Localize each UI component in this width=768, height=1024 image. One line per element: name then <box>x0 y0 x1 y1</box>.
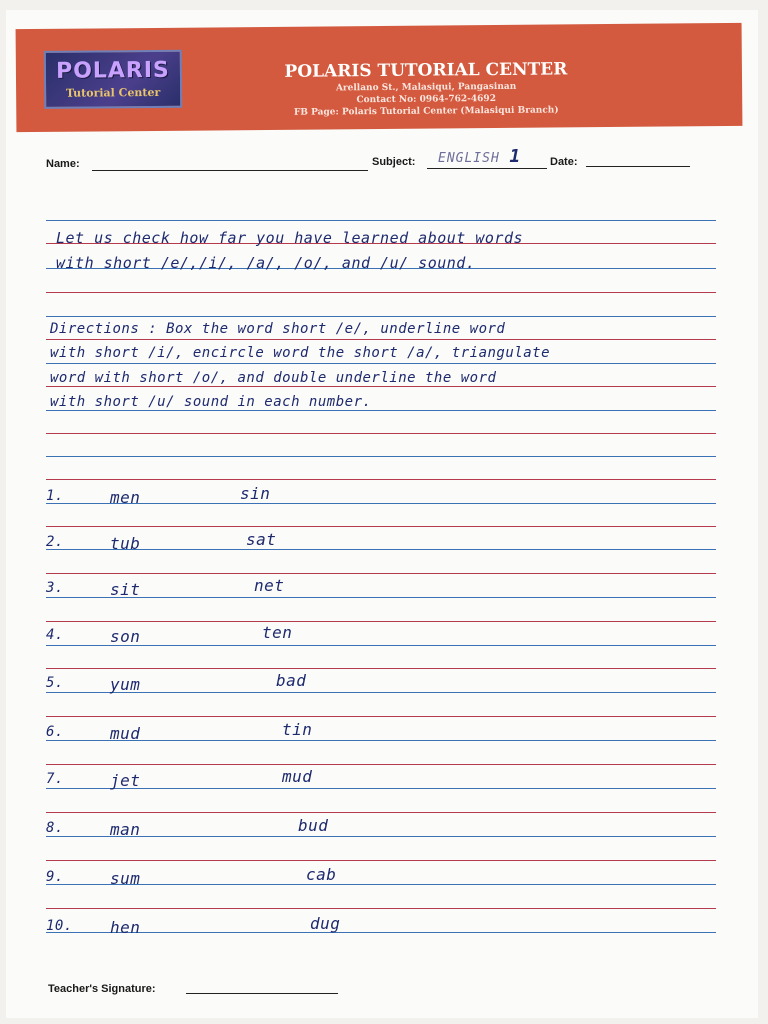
item-word-1: son <box>110 627 141 646</box>
ruled-line <box>46 621 716 622</box>
item-word-1: mud <box>110 724 141 743</box>
center-address: Arellano St., Malasiqui, Pangasinan <box>335 81 517 94</box>
ruled-line <box>46 932 716 933</box>
ruled-line <box>46 645 716 646</box>
logo-line2: Tutorial Center <box>65 85 161 100</box>
item-number: 6. <box>46 724 64 740</box>
ruled-line <box>46 316 716 317</box>
intro-line: with short /e/,/i/, /a/, /o/, and /u/ sound. <box>56 254 476 272</box>
item-number: 8. <box>46 820 64 836</box>
item-word-1: man <box>110 820 141 839</box>
item-number: 5. <box>46 675 64 691</box>
name-field-line[interactable] <box>92 170 368 171</box>
ruled-line <box>46 692 716 693</box>
ruled-line <box>46 836 716 837</box>
ruled-line <box>46 386 716 387</box>
item-number: 9. <box>46 869 64 885</box>
subject-field-line[interactable] <box>427 168 547 169</box>
item-word-2: tin <box>282 720 313 739</box>
ruled-line <box>46 812 716 813</box>
subject-value <box>438 146 521 167</box>
item-word-2: sin <box>240 484 271 503</box>
item-word-2: bud <box>298 816 329 835</box>
directions-line: word with short /o/, and double underline the word <box>50 370 497 386</box>
ruled-line <box>46 503 716 504</box>
signature-field-line[interactable] <box>186 993 338 994</box>
ruled-line <box>46 860 716 861</box>
date-label: Date: <box>550 156 578 168</box>
item-word-1: jet <box>110 771 141 790</box>
item-word-2: sat <box>246 530 277 549</box>
ruled-line <box>46 788 716 789</box>
ruled-line <box>46 479 716 480</box>
ruled-line <box>46 716 716 717</box>
center-fb-page: FB Page: Polaris Tutorial Center (Malasiqui Branch) <box>293 105 559 118</box>
ruled-line <box>46 908 716 909</box>
item-word-1: men <box>110 488 141 507</box>
item-number: 7. <box>46 771 64 787</box>
item-word-2: dug <box>310 914 341 933</box>
item-word-1: yum <box>110 675 141 694</box>
ruled-line <box>46 884 716 885</box>
ruled-line <box>46 740 716 741</box>
item-word-1: tub <box>110 534 141 553</box>
ruled-line <box>46 433 716 434</box>
ruled-line <box>46 549 716 550</box>
ruled-line <box>46 292 716 293</box>
item-number: 2. <box>46 534 64 550</box>
item-number: 3. <box>46 580 64 596</box>
item-number: 4. <box>46 627 64 643</box>
item-word-1: hen <box>110 918 141 937</box>
name-label: Name: <box>46 158 80 170</box>
item-word-1: sum <box>110 869 141 888</box>
ruled-line <box>46 526 716 527</box>
logo-line1: POLARIS <box>55 57 170 84</box>
intro-line: Let us check how far you have learned about words <box>56 229 524 247</box>
header-banner <box>16 23 743 132</box>
ruled-line <box>46 363 716 364</box>
item-number: 1. <box>46 488 64 504</box>
ruled-line <box>46 668 716 669</box>
item-word-2: mud <box>282 767 313 786</box>
center-contact: Contact No: 0964-762-4692 <box>356 93 496 106</box>
item-word-2: ten <box>262 623 293 642</box>
signature-label: Teacher's Signature: <box>48 983 156 995</box>
ruled-line <box>46 764 716 765</box>
date-field-line[interactable] <box>586 166 690 167</box>
item-word-2: cab <box>306 865 337 884</box>
center-title: POLARIS TUTORIAL CENTER <box>284 59 568 82</box>
subject-label: Subject: <box>372 156 416 168</box>
ruled-line <box>46 410 716 411</box>
item-word-2: bad <box>276 671 307 690</box>
ruled-line <box>46 597 716 598</box>
item-word-1: sit <box>110 580 141 599</box>
directions-line: with short /i/, encircle word the short /a/, triangulate <box>50 345 551 361</box>
ruled-line <box>46 220 716 221</box>
ruled-line <box>46 339 716 340</box>
ruled-line <box>46 456 716 457</box>
ruled-line <box>46 573 716 574</box>
item-number: 10. <box>46 918 73 934</box>
logo <box>44 50 183 109</box>
directions-line: Directions : Box the word short /e/, underline word <box>50 321 506 337</box>
subject-text: ENGLISH <box>438 151 500 166</box>
item-word-2: net <box>254 576 285 595</box>
subject-number: 1 <box>509 146 521 167</box>
directions-line: with short /u/ sound in each number. <box>50 394 372 410</box>
